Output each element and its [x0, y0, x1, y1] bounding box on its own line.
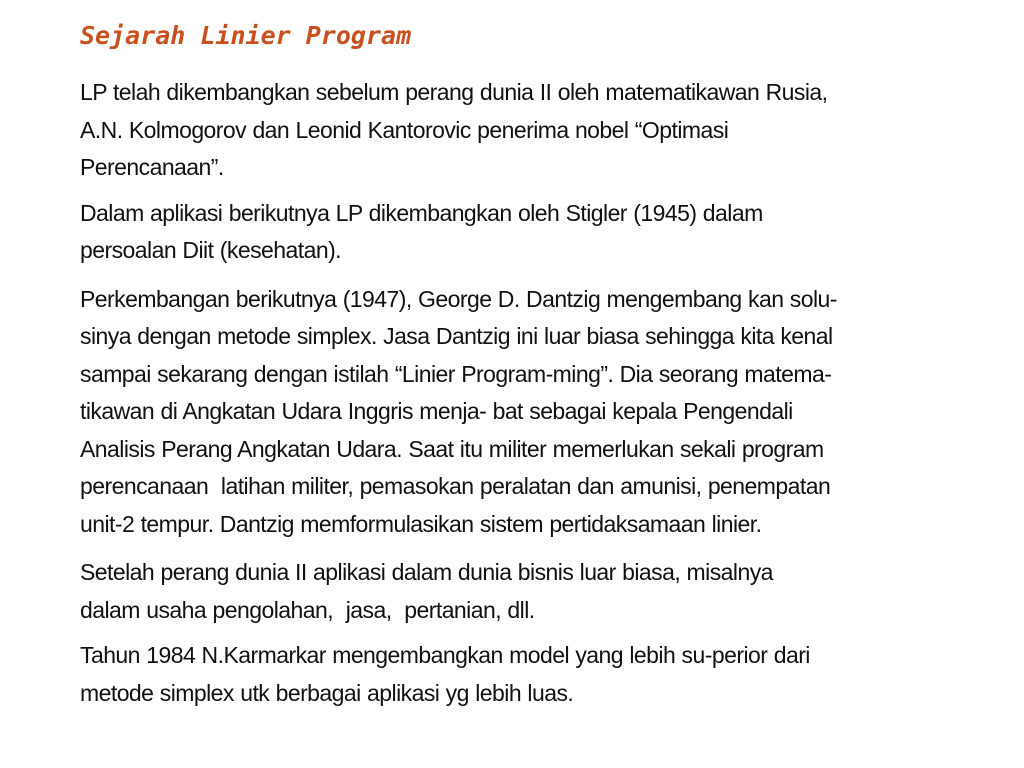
text-line: Perencanaan”. [80, 154, 224, 180]
text-line: persoalan Diit (kesehatan). [80, 237, 342, 263]
slide-body [80, 74, 970, 712]
text-line: Setelah perang dunia II aplikasi dalam dunia bisnis luar biasa, misalnya [80, 559, 773, 585]
text-line: LP telah dikembangkan sebelum perang dunia II oleh matematikawan Rusia, [80, 79, 828, 105]
text-line: perencanaan latihan militer, pemasokan peralatan dan amunisi, penempatan [80, 473, 831, 499]
paragraph-stigler [80, 195, 970, 270]
paragraph-lp-origins [80, 74, 970, 187]
paragraph-karmarkar [80, 637, 970, 712]
text-line: unit-2 tempur. Dantzig memformulasikan sistem pertidaksamaan linier. [80, 510, 762, 537]
text-line: dalam usaha pengolahan, jasa, pertanian, dll. [80, 596, 535, 623]
text-line: Dalam aplikasi berikutnya LP dikembangkan oleh Stigler (1945) dalam [80, 199, 763, 226]
text-line: metode simplex utk berbagai aplikasi yg lebih luas. [80, 679, 574, 706]
text-line: sinya dengan metode simplex. Jasa Dantzig ini luar biasa sehingga kita kenal [80, 323, 833, 349]
text-line: Analisis Perang Angkatan Udara. Saat itu militer memerlukan sekali program [80, 435, 824, 462]
text-line: A.N. Kolmogorov dan Leonid Kantorovic penerima nobel “Optimasi [80, 116, 729, 143]
paragraph-post-war [80, 554, 970, 629]
slide-title: Sejarah Linier Program [80, 21, 412, 50]
text-line: Tahun 1984 N.Karmarkar mengembangkan model yang lebih su-perior dari [80, 642, 810, 668]
paragraph-dantzig [80, 281, 970, 544]
text-line: sampai sekarang dengan istilah “Linier Program-ming”. Dia seorang matema- [80, 360, 832, 387]
text-line: Perkembangan berikutnya (1947), George D. Dantzig mengembang kan solu- [80, 285, 837, 312]
text-line: tikawan di Angkatan Udara Inggris menja- bat sebagai kepala Pengendali [80, 398, 793, 424]
